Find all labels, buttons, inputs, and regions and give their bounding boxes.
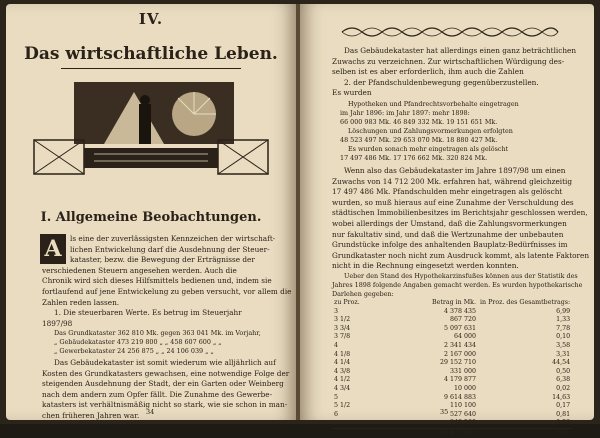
drop-cap: A	[40, 234, 66, 264]
value-line: „ Gewerbekataster 24 256 875 „ „ 24 106 039 „ „	[54, 347, 214, 355]
table-cell: 0,53	[556, 419, 571, 427]
es-wurden: Es wurden	[332, 88, 372, 98]
table-cell	[332, 419, 382, 428]
table-cell: 4 1/2	[334, 376, 351, 384]
table-cell: 100.	[478, 428, 572, 437]
para2-line: Grundkataster noch nicht zum Ausdruck kommt, als latente Faktoren	[332, 250, 590, 260]
table-cell: 5 097 631	[443, 324, 476, 332]
table-cell: 0,10	[556, 333, 571, 341]
chapter-number: IV.	[138, 10, 164, 28]
table-cell: 4 179 877	[443, 376, 476, 384]
table-cell: 6,99	[556, 307, 571, 315]
mortgage-head: Löschungen und Zahlungsvormerkungen erfolgten	[348, 127, 513, 135]
table-cell: 4	[334, 341, 339, 349]
table-cell: 4 378 435	[443, 307, 476, 315]
para1-line: kataster, bezw. die Bewegung der Erträgnisse der	[70, 255, 255, 265]
para1-line: Das Gebäudekataster hat allerdings einen ganz beträchtlichen	[344, 46, 577, 55]
table-row	[332, 342, 572, 351]
para1-line: lichen Entwickelung darf die Ausdehnung der Steuer-	[70, 244, 270, 254]
para1-line: selben ist es aber erforderlich, ihm auch die Zahlen	[332, 67, 524, 77]
mortgage-values: 17 497 486 Mk. 17 176 662 Mk. 320 824 Mk.	[340, 154, 488, 162]
table-cell: 44,54	[552, 359, 571, 367]
page-number-right: 35	[440, 408, 449, 416]
table-cell: 0,02	[556, 384, 571, 392]
table-header-cell: in Proz. des Gesamtbetrags:	[480, 299, 571, 306]
table-cell: 9 614 883	[443, 393, 476, 401]
table-cell: 0,81	[556, 410, 571, 418]
table-cell: 3,58	[556, 341, 571, 349]
table-cell: 3 7/8	[334, 333, 351, 341]
table-cell: 3	[334, 307, 339, 315]
table-row	[332, 385, 572, 394]
value-line: Das Grundkataster 362 810 Mk. gegen 363 041 Mk. im Vorjahr,	[54, 329, 261, 337]
table-cell: 110 100	[449, 402, 476, 410]
para3-line: Darlehen gegeben:	[332, 290, 394, 298]
para2-line: wobei allerdings der Umstand, daß die Zahlungsvormerkungen	[332, 219, 567, 228]
table-cell: 29 152 710	[439, 359, 476, 367]
table-cell: 527 640	[449, 410, 476, 418]
section-heading: I. Allgemeine Beobachtungen.	[40, 210, 262, 225]
para2-line: Wenn also das Gebäudekataster im Jahre 1897/98 um einen	[344, 166, 566, 175]
value-line: „ Gebäudekataster 473 219 800 „ „ 458 607 600 „ „	[54, 338, 222, 346]
para2-line: chen früheren Jahren war.	[42, 411, 140, 420]
para2-line: Zuwachs von 14 712 200 Mk. erfahren hat, während gleichzeitig	[332, 176, 573, 186]
table-row	[332, 359, 572, 368]
table-row	[332, 351, 572, 360]
table-cell: 1,33	[556, 316, 571, 324]
title-underline	[61, 68, 241, 69]
table-cell: 14,63	[552, 393, 571, 401]
table-cell: 65 437 483	[382, 428, 478, 437]
para1-line: Zuwachs zu verzeichnen. Zur wirtschaftlichen Würdigung des-	[332, 56, 565, 66]
table-row	[332, 325, 572, 334]
table-cell: 7,78	[556, 324, 571, 332]
table-sum-row	[332, 428, 572, 437]
table-row	[332, 411, 572, 420]
para2-line: nicht in die Rechnung eingesetzt werden konnten.	[332, 261, 519, 271]
ornament-divider	[340, 24, 560, 40]
table-cell: 4 3/4	[334, 384, 351, 392]
para2-line: nach dem andern zum Opfer fällt. Die Zunahme des Gewerbe-	[42, 389, 273, 399]
mortgage-values: 48 523 497 Mk. 29 653 070 Mk. 18 880 427 Mk.	[340, 136, 498, 144]
foundry-illustration	[34, 74, 268, 174]
left-page	[6, 4, 296, 420]
table-row	[332, 402, 572, 411]
table-cell	[332, 428, 382, 437]
interest-table	[332, 299, 572, 438]
table-row	[332, 419, 572, 428]
table-cell: 10 000	[453, 384, 476, 392]
mortgage-years: im Jahr 1896: im Jahr 1897: mehr 1898:	[340, 109, 470, 117]
mortgage-values: 66 000 983 Mk. 46 849 332 Mk. 19 151 651 Mk.	[340, 118, 498, 126]
para2-line: 17 497 486 Mk. Pfandschulden mehr eingetragen als gelöscht	[332, 187, 563, 197]
table-cell: 2 167 000	[443, 350, 476, 358]
page-number-left: 34	[146, 408, 155, 416]
table-cell: 0,17	[556, 402, 571, 410]
table-cell: 6	[334, 410, 339, 418]
chapter-title: Das wirtschaftliche Leben.	[24, 44, 278, 64]
para1-line: fortlaufend auf jene Entwickelung zu geben versucht, vor allem die	[42, 287, 292, 296]
table-cell: 4 3/8	[334, 367, 351, 375]
table-cell: 0,50	[556, 367, 571, 375]
table-cell: 3 3/4	[334, 324, 351, 332]
table-row	[332, 368, 572, 377]
subsection-line: 1. Die steuerbaren Werte. Es betrug im Steuerjahr	[54, 308, 242, 318]
right-page	[300, 4, 594, 436]
table-row	[332, 308, 572, 317]
table-cell: 3 1/2	[334, 316, 351, 324]
table-header-cell: zu Proz.	[334, 299, 360, 306]
para1-line: verschiedenen Steuern angesehen werden. Auch die	[42, 265, 237, 275]
para2-line: Kosten des Grundkatasters gewachsen, eine notwendige Folge der	[42, 368, 290, 378]
year-line: 1897/98	[42, 318, 73, 328]
mortgage-head: Es wurden sonach mehr eingetragen als gelöscht	[348, 145, 509, 153]
table-cell: 64 000	[453, 333, 476, 341]
table-row	[332, 376, 572, 385]
para3-line: Jahres 1898 folgende Angaben gemacht werden. Es wurden hypothekarische	[332, 281, 583, 289]
table-cell: 348 500	[449, 419, 476, 427]
para2-line: wurden, so muß hieraus auf eine Zunahme der Verschuldung des	[332, 197, 574, 207]
table-row	[332, 333, 572, 342]
para3-line: Ueber den Stand des Hypothekarzinsfußes können aus der Statistik des	[344, 272, 578, 280]
para2-line: katasters ist verhältnismäßig nicht so stark, wie sie schon in man-	[42, 400, 288, 410]
para2-line: Grundstücke infolge des anhaltenden Bauplatz-Bedürfnisses im	[332, 240, 568, 250]
table-cell: 5 1/2	[334, 402, 351, 410]
table-header-cell: Betrag in Mk.	[431, 299, 476, 306]
para2-line: nur fakultativ sind, und daß die Wertzunahme der unbebauten	[332, 229, 564, 239]
para1-line: Zahlen reden lassen.	[42, 297, 120, 307]
table-cell: 3,31	[556, 350, 571, 358]
table-row	[332, 394, 572, 403]
para2-line: städtischen Immobilienbesitzes im Berichtsjahr geschlossen werden,	[332, 208, 588, 218]
table-cell: 6,38	[556, 376, 571, 384]
mortgage-head: Hypotheken und Pfandrechtsvorbehalte eingetragen	[348, 100, 519, 108]
para1-line: ls eine der zuverlässigsten Kennzeichen der wirtschaft-	[70, 234, 276, 243]
table-cell: 5	[334, 393, 339, 401]
table-header-row	[332, 299, 572, 308]
table-cell: 2 341 434	[443, 341, 476, 349]
table-cell: 331 000	[449, 367, 476, 375]
para2-line: steigenden Ausdehnung der Stadt, der ein Garten oder Weinberg	[42, 379, 284, 389]
table-cell: 867 720	[449, 316, 476, 324]
table-row	[332, 316, 572, 325]
para1-line: 2. der Pfandschuldenbewegung gegenüberzustellen.	[344, 77, 539, 87]
table-cell: 4 1/8	[334, 350, 351, 358]
para2-line: Das Gebäudekataster ist somit wiederum wie alljährlich auf	[54, 358, 276, 367]
para1-line: Chronik wird sich dieses Hilfsmittels bedienen und, indem sie	[42, 276, 272, 286]
table-cell: 4 1/4	[334, 359, 351, 367]
